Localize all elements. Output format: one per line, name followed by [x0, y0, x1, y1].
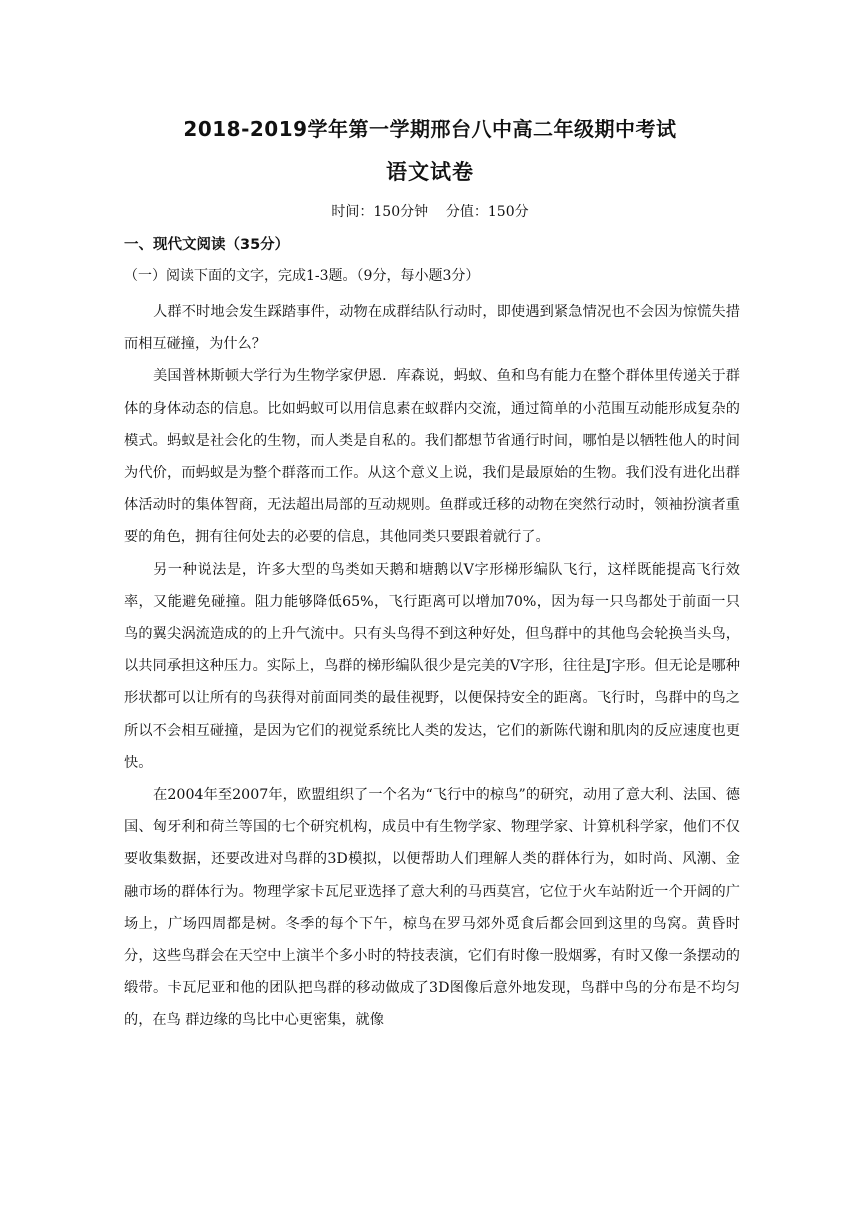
exam-title: 2018-2019学年第一学期邢台八中高二年级期中考试 — [183, 117, 677, 141]
passage-paragraph: 美国普林斯顿大学行为生物学家伊恩．库森说，蚂蚁、鱼和鸟有能力在整个群体里传递关于群体的身体动态的信息。比如蚂蚁可以用信息素在蚁群内交流，通过简单的小范围互动能形成复杂的模式。蚂蚁是社会化的生物，而人类是自私的。我们都想节省通行时间，哪怕是以牺牲他人的时间为代价，而蚂蚁是为整个群落而工作。从这个意义上说，我们是最原始的生物。我们没有进化出群体活动时的集体智商，无法超出局部的互动规则。鱼群或迁移的动物在突然行动时，领袖扮演者重要的角色，拥有往何处去的必要的信息，其他同类只要跟着就行了。 — [124, 368, 740, 546]
passage-paragraph: 人群不时地会发生踩踏事件，动物在成群结队行动时，即使遇到紧急情况也不会因为惊慌失措而相互碰撞，为什么？ — [124, 304, 740, 353]
passage-paragraph: 另一种说法是，许多大型的鸟类如天鹅和塘鹅以V字形梯形编队飞行，这样既能提高飞行效率，又能避免碰撞。阻力能够降低65%，飞行距离可以增加70%，因为每一只鸟都处于前面一只鸟的翼尖涡流造成的的上升气流中。只有头鸟得不到这种好处，但鸟群中的其他鸟会轮换当头鸟，以共同承担这种压力。实际上，鸟群的梯形编队很少是完美的V字形，往往是J字形。但无论是哪种形状都可以让所有的鸟获得对前面同类的最佳视野，以便保持安全的距离。飞行时，鸟群中的鸟之所以不会相互碰撞，是因为它们的视觉系统比人类的发达，它们的新陈代谢和肌肉的反应速度也更快。 — [124, 561, 740, 771]
section-heading: 一、现代文阅读（35分） — [124, 237, 290, 253]
section-instruction: （一）阅读下面的文字，完成1-3题。（9分，每小题3分） — [124, 268, 480, 284]
reading-passage — [124, 296, 740, 1037]
exam-time-score: 时间：150分钟 分值：150分 — [331, 204, 529, 220]
exam-subtitle: 语文试卷 — [386, 160, 474, 184]
passage-paragraph: 在2004年至2007年，欧盟组织了一个名为“飞行中的椋鸟”的研究，动用了意大利、法国、德国、匈牙利和荷兰等国的七个研究机构，成员中有生物学家、物理学家、计算机科学家，他们不仅要收集数据，还要改进对鸟群的3D模拟，以便帮助人们理解人类的群体行为，如时尚、风潮、金融市场的群体行为。物理学家卡瓦尼亚选择了意大利的马西莫宫，它位于火车站附近一个开阔的广场上，广场四周都是树。冬季的每个下午，椋鸟在罗马郊外觅食后都会回到这里的鸟窝。黄昏时分，这些鸟群会在天空中上演半个多小时的特技表演，它们有时像一股烟雾，有时又像一条摆动的缎带。卡瓦尼亚和他的团队把鸟群的移动做成了3D图像后意外地发现，鸟群中鸟的分布是不均匀的，在鸟 群边缘的鸟比中心更密集，就像 — [124, 787, 740, 1029]
